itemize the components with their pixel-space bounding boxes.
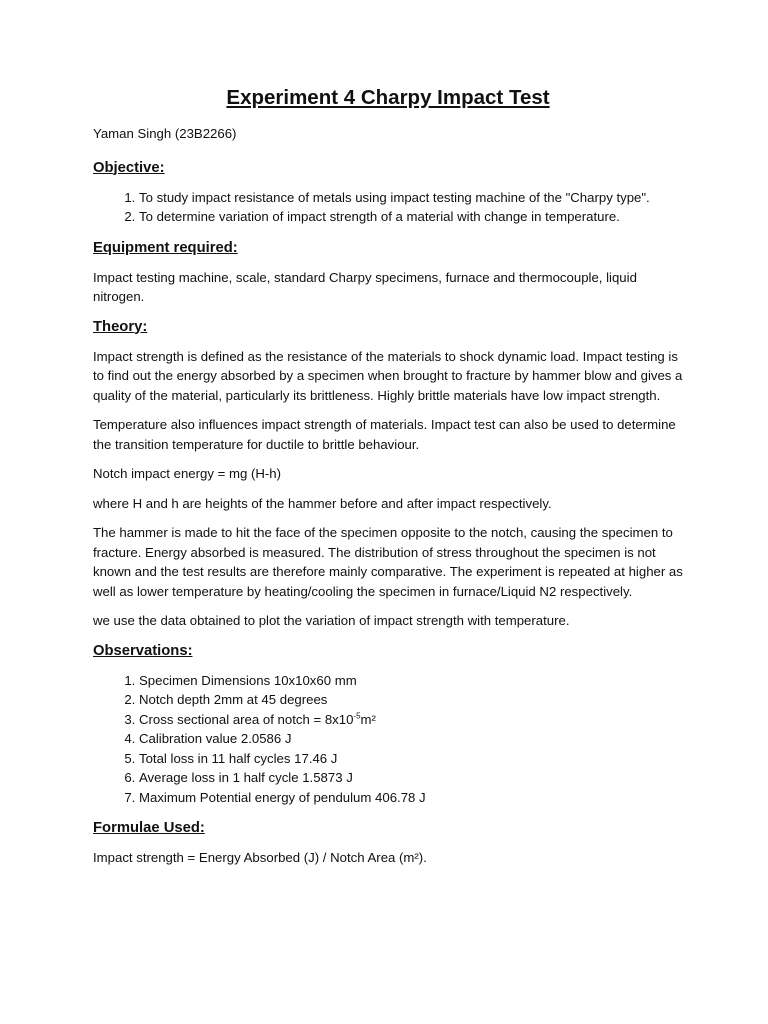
equipment-text: Impact testing machine, scale, standard Charpy specimens, furnace and thermocouple, liquid nitrogen. <box>93 269 637 304</box>
observation-item: 6. Average loss in 1 half cycle 1.5873 J <box>139 768 683 788</box>
objective-item: 2. To determine variation of impact strength of a material with change in temperature. <box>139 207 683 227</box>
cross-section-text: Cross sectional area of notch = 8x10 <box>139 711 354 727</box>
author-line: Yaman Singh (23B2266) <box>93 126 237 141</box>
theory-paragraph: where H and h are heights of the hammer before and after impact respectively. <box>93 495 552 511</box>
objective-item: 1. To study impact resistance of metals using impact testing machine of the "Charpy type". <box>139 188 683 208</box>
cross-section-unit: m² <box>360 711 376 727</box>
objective-list <box>93 188 683 227</box>
theory-paragraph: Impact strength is defined as the resistance of the materials to shock dynamic load. Impact testing is to find out the energy absorbed by a specimen when brought to fracture by hammer blow and gives a quality of the material, particularly its brittleness. Highly brittle materials have low impact strength. <box>93 348 683 403</box>
observation-item-cross-section <box>139 710 683 730</box>
page-title: Experiment 4 Charpy Impact Test <box>226 86 550 109</box>
observation-item: 4. Calibration value 2.0586 J <box>139 729 683 749</box>
observations-heading: Observations: <box>93 642 193 659</box>
theory-paragraph: Temperature also influences impact strength of materials. Impact test can also be used to determine the transition temperature for ductile to brittle behaviour. <box>93 417 676 452</box>
document-page <box>93 84 683 878</box>
equipment-heading: Equipment required: <box>93 239 238 256</box>
observation-item: 5. Total loss in 11 half cycles 17.46 J <box>139 749 683 769</box>
theory-paragraph: we use the data obtained to plot the variation of impact strength with temperature. <box>93 613 570 628</box>
cross-section-exponent: -5 <box>353 711 361 721</box>
observation-item: 2. Notch depth 2mm at 45 degrees <box>139 690 683 710</box>
observations-list <box>93 671 683 808</box>
theory-paragraph: The hammer is made to hit the face of the specimen opposite to the notch, causing the specimen to fracture. Energy absorbed is measured. The distribution of stress throughout the specimen is not known and the test results are therefore mainly comparative. The experiment is repeated at higher as well as lower temperature by heating/cooling the specimen in furnace/Liquid N2 respectively. <box>93 525 683 599</box>
observation-item: 7. Maximum Potential energy of pendulum 406.78 J <box>139 788 683 808</box>
formulae-text: Impact strength = Energy Absorbed (J) / Notch Area (m²). <box>93 850 427 865</box>
notch-energy-formula: Notch impact energy = mg (H-h) <box>93 466 281 481</box>
theory-heading: Theory: <box>93 318 148 335</box>
formulae-heading: Formulae Used: <box>93 820 205 836</box>
observation-item: 1. Specimen Dimensions 10x10x60 mm <box>139 671 683 691</box>
objective-heading: Objective: <box>93 159 165 176</box>
